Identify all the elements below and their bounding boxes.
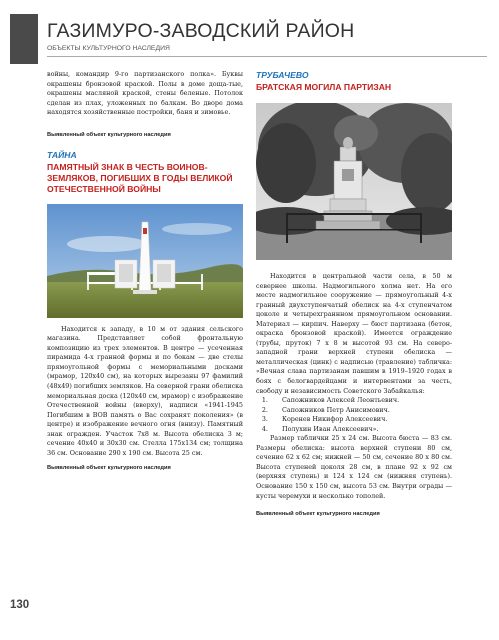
object-title-grave: БРАТСКАЯ МОГИЛА ПАРТИЗАН [256,82,392,92]
object-title-memorial: ПАМЯТНЫЙ ЗНАК В ЧЕСТЬ ВОИНОВ-ЗЕМЛЯКОВ, ПОГИБШИХ В ГОДЫ ВЕЛИКОЙ ОТЕЧЕСТВЕННОЙ ВОЙНЫ [47,161,233,194]
grave-photo [256,103,452,260]
memorial-description: Находится к западу, в 10 м от здания сельского магазина. Представляет собой фронтальную композицию из трех элементов. В центре — усеченная пирамида 4-х гранной формы и по бокам — две стелы прямоугольной формы с мемориальными досками (мрамор, 120х40 см), на которых вырезаны 97 фамилий (48х49) погибших земляков. На северной грани обелиска мемориальная доска (120х40 см, мрамор) с изображение Отечественной войны (вверху), надписи «1941-1945 Погибшим в ВОВ память о Вас сохранят поколения» (в центре) и изображение вечного огня (внизу). Памятный знак огражден. Участок 7х8 м. Высота обелиска 3 м; сечение 40х40 и 30х30 см. Стелла 175х134 см; толщина 36 см. Основание 290 х 190 см. Высота 25 см. [47,324,243,457]
list-item: 4. Полухин Иван Алексеевич». [270,425,452,435]
grave-description: Находится в центральной части села, в 50 м севернее школы. Надмогильного холма нет. На его месте надмогильное сооружение — прямоугольный 4-х гранный двухступенчатый обелиск на 4-х ступенчатом цоколе и четырехграннном прямоугольном основании. Материал — кирпич. Наверху — бюст партизана (бетон, окраска бронзовой краской). Имеется ограждение (трубы, пруток) 7 х 8 м высотой 93 см. На северо-западной грани верхней ступени обелиска — металлическая (цинк) с надписью (травление) табличка: «Вечная слава партизанам павшим в 1919–1920 годах в боях с белогвардейцами и интервентами за честь, свободу и независимость Советского Забайкалья: [256,272,452,395]
intro-paragraph: войны, командир 9-го партизанского полка». Буквы окрашены бронзовой краской. Полы в доме доща-тые, окрашены масляной краской, стены беленые. Потолок сделан из плах, уложенных по балкам. Во дворе дома находятся хозяйственные постройки, баня и зимовье. [47,70,243,117]
place-name-tayna: ТАЙНА [47,149,77,160]
page-subtitle: ОБЪЕКТЫ КУЛЬТУРНОГО НАСЛЕДИЯ [47,45,170,52]
list-item: 3. Коренев Никифор Алексеевич. [270,415,452,425]
header-divider [47,56,487,57]
left-column [47,70,243,471]
heritage-note-3: Выявленный объект культурного наследия [256,511,380,518]
right-column [256,70,452,517]
list-item: 1. Сапожников Алексей Леонтьевич. [270,396,452,406]
memorial-photo [47,204,243,318]
names-list [256,396,452,434]
place-name-trubachevo: ТРУБАЧЕВО [256,70,309,80]
grave-dimensions: Размер таблички 25 х 24 см. Высота бюста — 83 см. Размеры обелиска: высота верхней ступени 80 см, сечение 62 х 62 см; нижней — 50 см, сечение 80 х 80 см. Высота ступеней цоколя 28 см, в плане 92 х 92 см (верхняя ступень) и 124 х 124 см (нижняя ступень). Основание 150 х 150 см, высота 53 см. Внутри ограды — кусты черемухи и несколько тополей. [256,434,452,500]
page-title: ГАЗИМУРО-ЗАВОДСКИЙ РАЙОН [47,20,355,42]
page-number: 130 [10,599,30,611]
heritage-note-2: Выявленный объект культурного наследия [47,465,171,472]
heritage-note: Выявленный объект культурного наследия [47,131,171,138]
header-bar [10,14,38,64]
list-item: 2. Сапожников Петр Анисимович. [270,406,452,416]
